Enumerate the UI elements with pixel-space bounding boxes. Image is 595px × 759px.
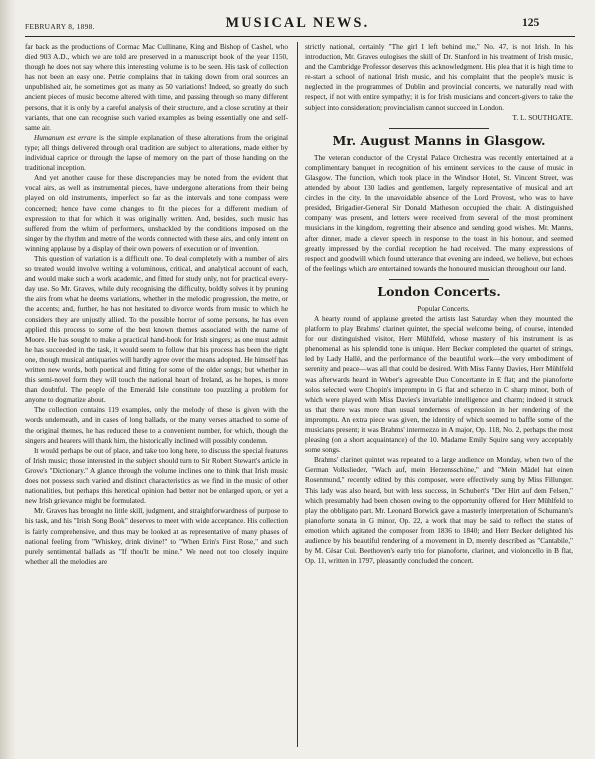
section-rule — [389, 128, 489, 129]
paragraph: far back as the productions of Cormac Mac Cullinane, King and Bishop of Cashel, who died 903 A.D., which we are told are preserved in a manuscript book of the year 1150, though he does not say where this interesting volume is to be seen. His task of collection has not been an easy one. Petrie complains that in taking down from oral sources an unpublished air, he sometimes got as many as 50 variations! Indeed, so greatly do such ancient pieces of music become altered with time, and passing through so many different persons, that it is only by a careful analysis of their structure, and a close scrutiny at their variants, that one can recognise such varied examples as being essentially one and self-same air. — [25, 42, 288, 132]
page-number: 125 — [522, 17, 540, 29]
paragraph: Brahms' clarinet quintet was repeated to a large audience on Monday, when two of the German Volkslieder, "Wach auf, mein Herzensschöne," and "Mein Mädel hat einen Rosenmund," recently edited by this composer, were effectively sung by Miss Fillunger. This lady was also heard, but with less success, in Schubert's "Der Hirt auf dem Felsen," which presumably had been chosen owing to the opportunity offered for Herr Mühlfeld to play the obbligato part. Mr. Leonard Borwick gave a masterly interpretation of Schumann's pianoforte sonata in G minor, Op. 22, a work that may be said to reflect the states of emotion which agitated the composer from 1836 to 1840; and Herr Becker delighted his audience by his beautiful rendering of a movement in D, merely described as "Cantabile," by M. César Cui. Beethoven's early trio for pianoforte, clarinet, and violoncello in B flat, Op. 11, written in 1797, pleasantly concluded the concert. — [305, 455, 573, 566]
paragraph: It would perhaps be out of place, and take too long here, to discuss the special features of Irish music; those interested in the subject should turn to Sir Robert Stewart's article in Grove's "Dictionary." A glance through the volume inclines one to think that Irish music does not possess such varied and distinct characteristics as we find in the music of other nationalities, but perhaps this heretical opinion had better not be enlarged upon, or yet a new Irish grievance might be formulated. — [25, 445, 288, 506]
left-column — [25, 42, 288, 567]
paragraph: And yet another cause for these discrepancies may be noted from the evident that vocal airs, as well as instrumental pieces, have undergone alterations from their being played on old instruments, imperfect so far as the intervals and tone compass were concerned; hence have come changes to fit the pieces for a different medium of expression to that for which it was originally written. And, besides, such music has suffered from the whim of performers, unshackled by the conditions imposed on the singer by the rhythm and metre of the words connected with these airs, and only intent on winning applause by a display of their own powers of execution or of invention. — [25, 173, 288, 253]
article-heading-london-concerts: London Concerts. — [377, 283, 501, 299]
article-heading-manns: Mr. August Manns in Glasgow. — [332, 132, 546, 148]
right-column — [305, 42, 573, 566]
paragraph — [25, 133, 288, 173]
page-gutter-shadow — [0, 0, 16, 759]
header-rule — [25, 36, 575, 37]
paragraph: This question of variation is a difficult one. To deal completely with a number of airs so treated would involve writing a voluminous, critical, and analytical account of each, and would make such a work academic, and fitted for study only, not for practical every-day use. So Mr. Graves, while duly recognising the difficulty, boldly solves it by pruning the airs from what he deems variations, whether in the melodic progression, the metre, or the accents; and, further, he has not hesitated to divorce words from music to which he considers they are unjustly allied. To the possible horror of some persons, he has even applied this process to some of the best known themes associated with the name of Moore. He has sought to make a practical hand-book for Irish singers; as one must admit he has succeeded in the task, it would seem to follow that his process has been the right one, though musical antiquaries will hardly agree over the means adopted. He himself has written new words, both poetical and fitting for some of the older songs; but whether in this semi-novel form they will touch the national heart of Ireland, as he hopes, is more than doubtful. The people of the Emerald Isle constitute too puzzling a problem for anyone to dogmatize about. — [25, 253, 288, 405]
paragraph: The collection contains 119 examples, only the melody of these is given with the words underneath, and in cases of long ballads, or the many verses attached to some of the original themes, he has reduced these to a convenient number, for which, though the singers and hearers will thank him, the historically inclined will possibly condemn. — [25, 405, 288, 445]
masthead-title: MUSICAL NEWS. — [225, 15, 370, 31]
paragraph: The veteran conductor of the Crystal Palace Orchestra was recently entertained at a complimentary banquet in recognition of his eminent services to the cause of music in Glasgow. The function, which took place in the Windsor Hotel, St. Vincent Street, was attended by about 130 ladies and gentlemen, largely representative of musical and art circles in the city. In the unavoidable absence of the Lord Provost, who was to have presided, Brigadier-General Sir Donald Matheson occupied the chair. A distinguished company was present, and letters were received from several of the most prominent musicians in the kingdom, regretting their absence and sending good wishes. Mr. Manns, after dinner, made a clever speech in response to the toast in his honour, and seemed greatly impressed by the cordial reception he had received. The many expressions of respect and goodwill which found utterance that evening are indeed, we believe, but echoes of the feelings which are entertained towards the honoured musician throughout our land. — [305, 152, 573, 273]
subheading-popular-concerts: Popular Concerts. — [417, 303, 470, 313]
author-signature: T. L. SOUTHGATE. — [512, 112, 573, 122]
column-divider — [297, 42, 298, 747]
latin-phrase: Humanum est errare — [34, 132, 97, 142]
issue-date: FEBRUARY 8, 1898. — [25, 22, 95, 31]
paragraph: strictly national, certainly "The girl I left behind me," No. 47, is not Irish. In his introduction, Mr. Graves eulogises the skill of Dr. Stanford in his treatment of Irish music, and the Cambridge Professor deserves this acknowledgment. His plea that it is high time to re-start a school of national Irish music, and his complaint that the people's music is neglected in the programmes of Dublin and provincial concerts, we naturally read with respect, if not with entire sympathy; it is for Irish musicians and concert-givers to take the subject into consideration; provincialism cannot succeed in London. — [305, 42, 573, 112]
paragraph: A hearty round of applause greeted the artists last Saturday when they mounted the platform to play Brahms' clarinet quintet, the special welcome being, of course, intended for our distinguished visitor, Herr Mühlfeld, whose mastery of his instrument is as phenomenal as his splendid tone is unique. Herr Becker completed the quartet of strings, led by Lady Hallé, and the performance of the beautiful work—the very embodiment of serenity and peace—was all that could be desired. With Miss Fanny Davies, Herr Mühlfeld was afterwards heard in Weber's agreeable Duo Concertante in E flat; and the pianoforte solos selected were Chopin's impromptu in G flat and scherzo in C sharp minor, both of which were played with Miss Davies's invariable intelligence and charm; indeed it struck us that there was more than usual tenderness of expression in her rendering of the impromptu. An extra piece was given, the identity of which seemed to baffle some of the musicians present; it was Brahms' intermezzo in A major, Op. 118, No. 2, perhaps the most pleasing (on a short acquaintance) of the 10. Madame Emily Squire sang very acceptably some songs. — [305, 313, 573, 455]
paragraph-text: is the simple explanation of these alterations from the original type; all things delivered through oral tradition are subject to alterations, made either by individual caprice or through the lapse of memory on the part of those handing on the traditional inception. — [25, 132, 288, 173]
section-rule — [389, 279, 489, 280]
paragraph: Mr. Graves has brought no little skill, judgment, and straightforwardness of purpose to his task, and his "Irish Song Book" deserves to meet with wide acceptance. His collection is fairly comprehensive, and thus may be looked at as representative of many phases of national feeling from "Whiskey, drink divine!" to "When Erin's First Rose," and such purely sentimental ballads as "If thou'lt be mine." We need not too closely inquire whether all the melodies are — [25, 506, 288, 566]
